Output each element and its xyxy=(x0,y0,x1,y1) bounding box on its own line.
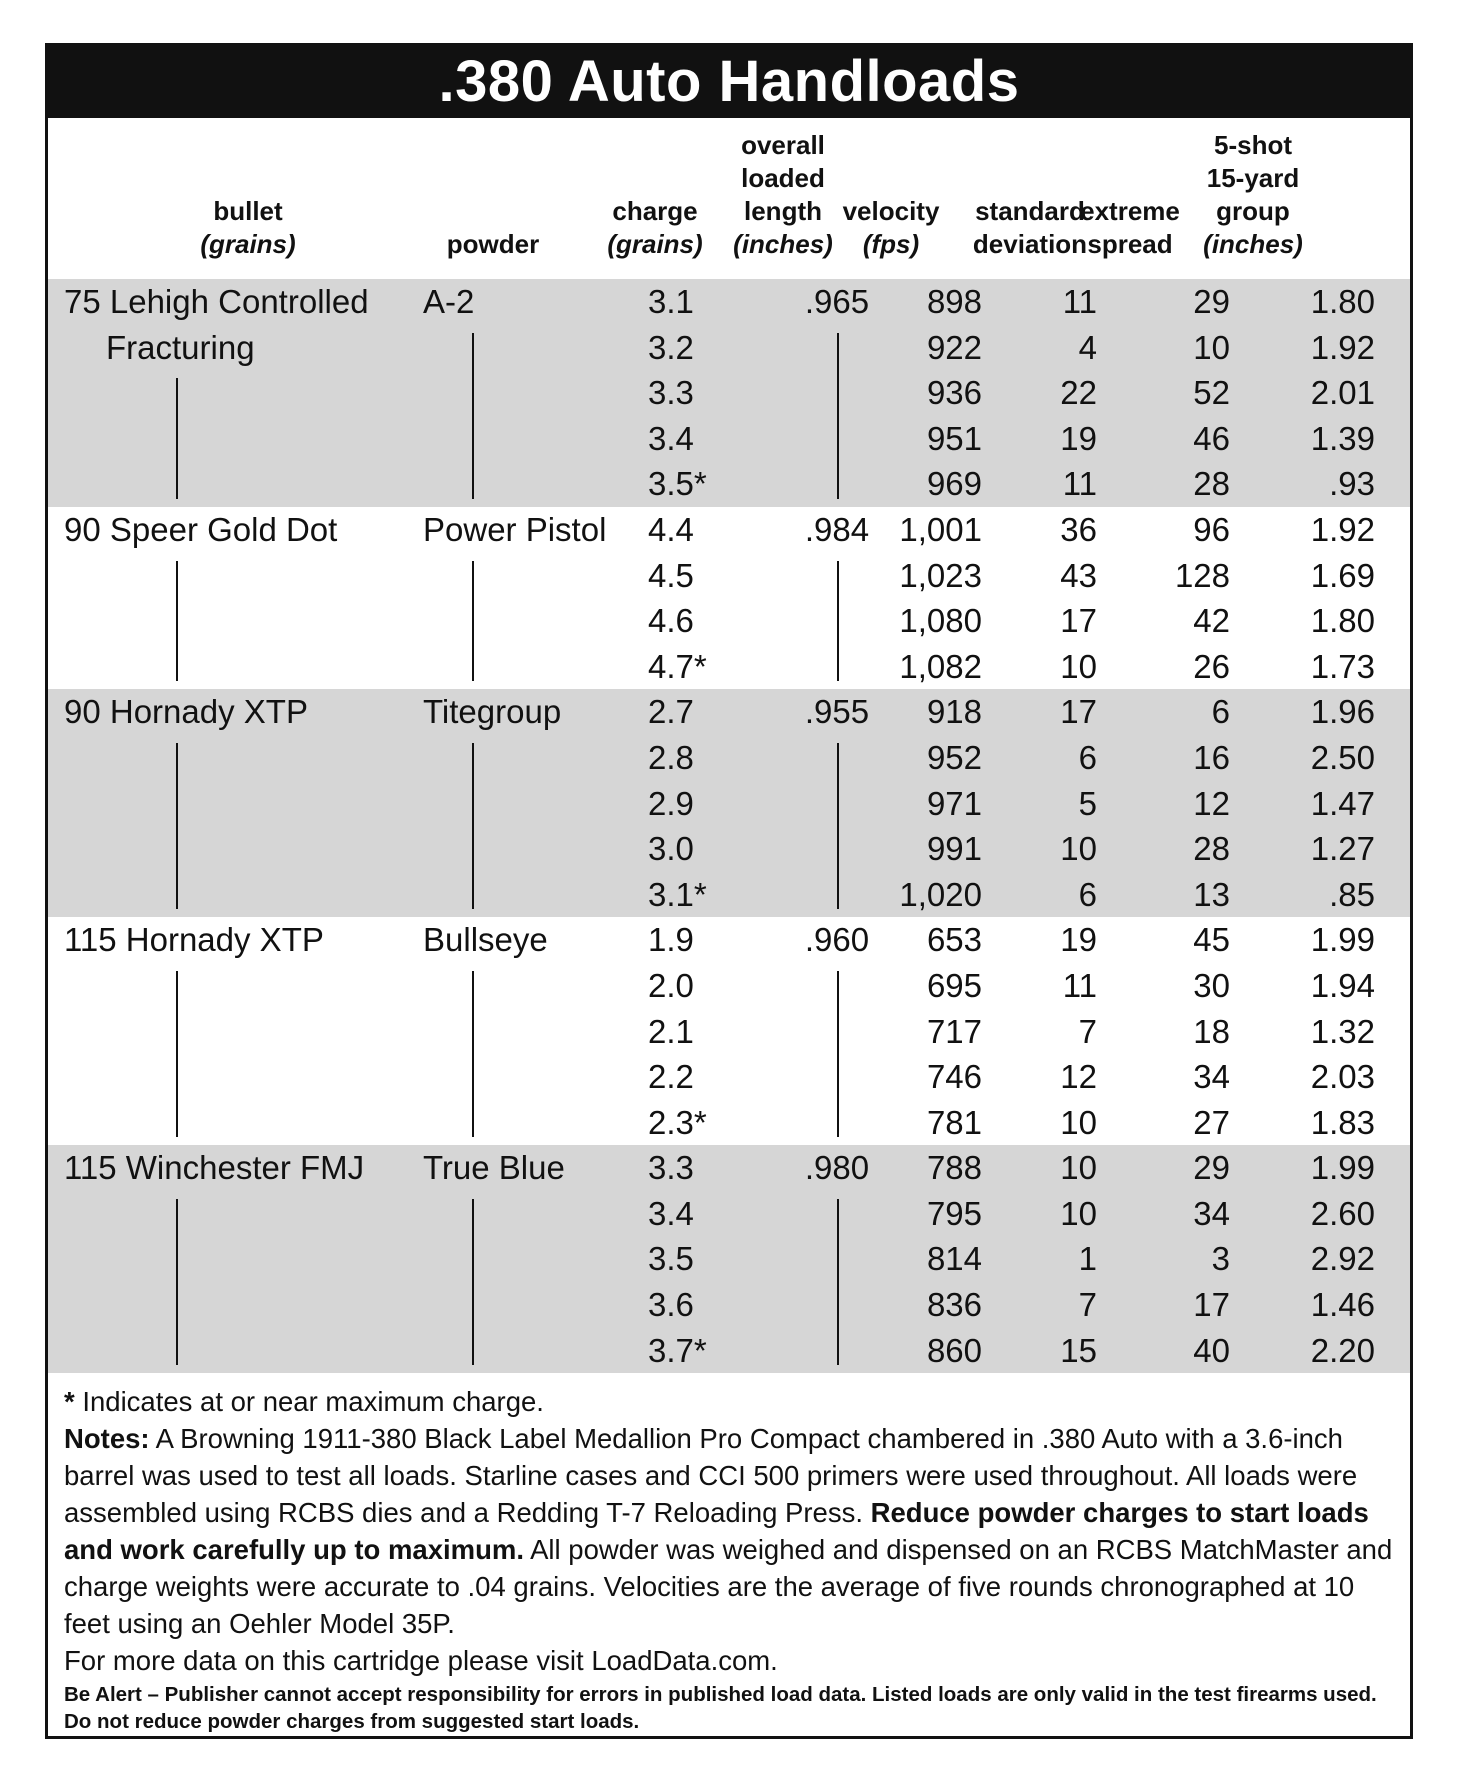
sd-cell: 11 xyxy=(1062,465,1097,503)
bullet-same-line xyxy=(176,971,178,1137)
column-header-line: bullet xyxy=(213,196,283,226)
es-cell: 3 xyxy=(1211,1240,1230,1278)
charge-cell: 4.6 xyxy=(648,602,694,640)
velocity-cell: 746 xyxy=(926,1058,982,1096)
es-cell: 28 xyxy=(1193,465,1230,503)
asterisk-mark: * xyxy=(64,1386,75,1418)
table-row xyxy=(48,1100,1410,1146)
velocity-cell: 781 xyxy=(926,1103,982,1141)
velocity-cell: 788 xyxy=(926,1149,982,1187)
group-cell: 2.20 xyxy=(1310,1331,1375,1369)
load-group xyxy=(48,917,1410,1145)
group-cell: 2.03 xyxy=(1310,1058,1375,1096)
table-row xyxy=(48,689,1410,735)
oal-same-line xyxy=(837,971,839,1137)
group-cell: 1.92 xyxy=(1310,510,1375,548)
asterisk-note-text: Indicates at or near maximum charge. xyxy=(74,1386,544,1418)
sd-cell: 6 xyxy=(1078,738,1097,776)
sd-cell: 1 xyxy=(1078,1240,1097,1278)
sd-cell: 10 xyxy=(1060,1149,1097,1187)
charge-cell: 3.2 xyxy=(648,328,694,366)
table-row xyxy=(48,416,1410,462)
sd-cell: 12 xyxy=(1060,1058,1097,1096)
velocity-cell: 971 xyxy=(926,784,982,822)
velocity-cell: 795 xyxy=(926,1194,982,1232)
oal-cell: .984 xyxy=(804,510,870,548)
group-cell: 1.99 xyxy=(1310,1149,1375,1187)
table-row xyxy=(48,781,1410,827)
group-cell: 1.96 xyxy=(1310,693,1375,731)
velocity-cell: 922 xyxy=(926,328,982,366)
column-header-unit: (inches) xyxy=(733,229,833,259)
bullet-cell: 90 Hornady XTP xyxy=(64,693,308,731)
velocity-cell: 814 xyxy=(926,1240,982,1278)
es-cell: 29 xyxy=(1193,1149,1230,1187)
velocity-cell: 991 xyxy=(926,830,982,868)
sd-cell: 10 xyxy=(1060,1103,1097,1141)
bullet-same-line xyxy=(176,1199,178,1365)
sd-cell: 6 xyxy=(1078,875,1097,913)
oal-same-line xyxy=(837,561,839,682)
sd-cell: 11 xyxy=(1062,966,1097,1004)
es-cell: 52 xyxy=(1193,374,1230,412)
powder-same-line xyxy=(472,971,474,1137)
velocity-cell: 898 xyxy=(926,283,982,320)
table-row xyxy=(48,1145,1410,1191)
velocity-cell: 969 xyxy=(926,465,982,503)
column-header-powder xyxy=(433,228,553,261)
es-cell: 13 xyxy=(1193,875,1230,913)
sd-cell: 10 xyxy=(1060,830,1097,868)
oal-cell: .980 xyxy=(804,1149,870,1187)
oal-cell: .960 xyxy=(804,921,870,959)
column-header-line: group xyxy=(1216,196,1290,226)
group-cell: 1.46 xyxy=(1310,1286,1375,1324)
notes-bold-warning: Reduce powder charges to start loads and work carefully up to maximum. xyxy=(64,1497,1369,1566)
group-cell: 1.80 xyxy=(1310,602,1375,640)
charge-cell: 3.4 xyxy=(648,1194,694,1232)
table-row xyxy=(48,461,1410,507)
velocity-cell: 1,023 xyxy=(899,556,982,594)
column-header-bullet xyxy=(178,195,318,261)
asterisk-note xyxy=(64,1383,1396,1420)
group-cell: 1.32 xyxy=(1310,1012,1375,1050)
charge-cell: 3.5 xyxy=(648,1240,694,1278)
column-header-row xyxy=(48,118,1410,279)
bullet-same-line xyxy=(176,743,178,909)
table-row xyxy=(48,1236,1410,1282)
column-header-line: extreme xyxy=(1080,196,1180,226)
bullet-cell: 90 Speer Gold Dot xyxy=(64,510,338,548)
sd-cell: 19 xyxy=(1060,419,1097,457)
charge-cell: 1.9 xyxy=(648,921,694,959)
charge-cell: 4.5 xyxy=(648,556,694,594)
sd-cell: 17 xyxy=(1060,693,1097,731)
charge-cell: 3.3 xyxy=(648,1149,694,1187)
sd-cell: 10 xyxy=(1060,647,1097,685)
sd-cell: 43 xyxy=(1060,556,1097,594)
charge-cell: 3.7* xyxy=(648,1331,707,1369)
velocity-cell: 951 xyxy=(926,419,982,457)
table-row xyxy=(48,735,1410,781)
column-header-velocity xyxy=(836,195,946,261)
group-cell: .93 xyxy=(1329,465,1375,503)
velocity-cell: 836 xyxy=(926,1286,982,1324)
table-row xyxy=(48,598,1410,644)
charge-cell: 2.1 xyxy=(648,1012,694,1050)
group-cell: .85 xyxy=(1329,875,1375,913)
column-header-unit: (grains) xyxy=(607,229,703,259)
group-cell: 1.39 xyxy=(1310,419,1375,457)
notes-text-1: A Browning 1911-380 Black Label Medallion Pro Compact chambered in .380 Auto with a 3.6-inch barrel was used to test all loads. Starline cases and CCI 500 primers were used throughout. All loads were assembled using RCBS dies and a Redding T-7 Reloading Press. xyxy=(64,1423,1358,1529)
charge-cell: 2.2 xyxy=(648,1058,694,1096)
sd-cell: 11 xyxy=(1062,283,1097,320)
charge-cell: 3.0 xyxy=(648,830,694,868)
group-cell: 1.83 xyxy=(1310,1103,1375,1141)
sd-cell: 7 xyxy=(1078,1012,1097,1050)
group-cell: 2.50 xyxy=(1310,738,1375,776)
charge-cell: 2.8 xyxy=(648,738,694,776)
notes-paragraph xyxy=(64,1420,1396,1642)
velocity-cell: 1,020 xyxy=(899,875,982,913)
es-cell: 30 xyxy=(1193,966,1230,1004)
column-header-line: charge xyxy=(612,196,698,226)
table-row xyxy=(48,325,1410,371)
es-cell: 46 xyxy=(1193,419,1230,457)
group-cell: 2.92 xyxy=(1310,1240,1375,1278)
es-cell: 40 xyxy=(1193,1331,1230,1369)
column-header-line: overall xyxy=(741,130,825,160)
sd-cell: 4 xyxy=(1078,328,1097,366)
es-cell: 29 xyxy=(1193,283,1230,320)
velocity-cell: 1,080 xyxy=(899,602,982,640)
table-row xyxy=(48,1282,1410,1328)
oal-same-line xyxy=(837,743,839,909)
notes-text-2: All powder was weighed and dispensed on an RCBS MatchMaster and charge weights were accurate to .04 grains. Velocities are the average of five rounds chronographed at 10 feet using an Oehler Model 35P. xyxy=(64,1534,1393,1640)
table-row xyxy=(48,872,1410,918)
charge-cell: 2.3* xyxy=(648,1103,707,1141)
es-cell: 16 xyxy=(1193,738,1230,776)
notes-label: Notes: xyxy=(64,1423,150,1455)
es-cell: 42 xyxy=(1193,602,1230,640)
es-cell: 34 xyxy=(1193,1058,1230,1096)
velocity-cell: 952 xyxy=(926,738,982,776)
load-data-table-frame xyxy=(45,43,1413,1739)
es-cell: 27 xyxy=(1193,1103,1230,1141)
notes-section xyxy=(48,1373,1410,1735)
velocity-cell: 695 xyxy=(926,966,982,1004)
oal-cell: .955 xyxy=(804,693,870,731)
charge-cell: 4.4 xyxy=(648,510,694,548)
group-cell: 1.99 xyxy=(1310,921,1375,959)
table-row xyxy=(48,279,1410,325)
charge-cell: 3.1 xyxy=(648,283,694,320)
column-header-line: powder xyxy=(446,229,540,259)
bullet-same-line xyxy=(176,561,178,682)
table-row xyxy=(48,370,1410,416)
load-group xyxy=(48,1145,1410,1373)
es-cell: 18 xyxy=(1193,1012,1230,1050)
es-cell: 6 xyxy=(1211,693,1230,731)
powder-same-line xyxy=(472,561,474,682)
velocity-cell: 1,082 xyxy=(899,647,982,685)
column-header-oal xyxy=(728,129,838,261)
group-cell: 1.69 xyxy=(1310,556,1375,594)
velocity-cell: 860 xyxy=(926,1331,982,1369)
group-cell: 1.94 xyxy=(1310,966,1375,1004)
sd-cell: 36 xyxy=(1060,510,1097,548)
oal-cell: .965 xyxy=(804,283,870,320)
table-row xyxy=(48,963,1410,1009)
velocity-cell: 717 xyxy=(926,1012,982,1050)
load-group xyxy=(48,689,1410,917)
table-row xyxy=(48,1054,1410,1100)
es-cell: 28 xyxy=(1193,830,1230,868)
table-row xyxy=(48,1009,1410,1055)
powder-same-line xyxy=(472,1199,474,1365)
column-header-line: velocity xyxy=(842,196,940,226)
es-cell: 128 xyxy=(1174,556,1230,594)
column-header-line: spread xyxy=(1087,229,1173,259)
bullet-same-line xyxy=(176,378,178,499)
column-header-charge xyxy=(600,195,710,261)
charge-cell: 2.0 xyxy=(648,966,694,1004)
velocity-cell: 918 xyxy=(926,693,982,731)
powder-cell: True Blue xyxy=(423,1149,565,1187)
column-header-es xyxy=(1075,195,1185,261)
disclaimer: Be Alert – Publisher cannot accept responsibility for errors in published load data. Listed loads are only valid in the test firearms used. Do not reduce powder charges from suggested start loads. xyxy=(64,1683,1377,1734)
sd-cell: 22 xyxy=(1060,374,1097,412)
charge-cell: 3.3 xyxy=(648,374,694,412)
column-header-group xyxy=(1193,129,1313,261)
sd-cell: 15 xyxy=(1060,1331,1097,1369)
table-row xyxy=(48,826,1410,872)
powder-cell: Titegroup xyxy=(423,693,562,731)
es-cell: 96 xyxy=(1193,510,1230,548)
velocity-cell: 653 xyxy=(926,921,982,959)
charge-cell: 3.5* xyxy=(648,465,707,503)
oal-same-line xyxy=(837,333,839,499)
sd-cell: 7 xyxy=(1078,1286,1097,1324)
load-group xyxy=(48,279,1410,507)
es-cell: 26 xyxy=(1193,647,1230,685)
group-cell: 1.92 xyxy=(1310,328,1375,366)
bullet-cell-continued: Fracturing xyxy=(106,328,255,366)
column-header-line: 15-yard xyxy=(1206,163,1300,193)
column-header-unit: (inches) xyxy=(1203,229,1303,259)
more-data-line: For more data on this cartridge please visit LoadData.com. xyxy=(64,1645,778,1677)
group-cell: 1.27 xyxy=(1310,830,1375,868)
powder-cell: A-2 xyxy=(423,283,475,320)
table-row xyxy=(48,1328,1410,1374)
column-header-unit: (fps) xyxy=(862,229,920,259)
column-header-line: standard xyxy=(975,196,1085,226)
column-header-line: length xyxy=(744,196,822,226)
oal-same-line xyxy=(837,1199,839,1365)
table-row xyxy=(48,1191,1410,1237)
table-row xyxy=(48,553,1410,599)
sd-cell: 10 xyxy=(1060,1194,1097,1232)
group-cell: 2.01 xyxy=(1310,374,1375,412)
column-header-line: 5-shot xyxy=(1214,130,1292,160)
sd-cell: 17 xyxy=(1060,602,1097,640)
bullet-cell: 115 Winchester FMJ xyxy=(64,1149,365,1187)
powder-cell: Bullseye xyxy=(423,921,548,959)
column-header-line: deviation xyxy=(972,229,1088,259)
table-title: .380 Auto Handloads xyxy=(48,46,1410,118)
load-group xyxy=(48,507,1410,689)
group-cell: 1.73 xyxy=(1310,647,1375,685)
column-header-unit: (grains) xyxy=(200,229,296,259)
powder-same-line xyxy=(472,743,474,909)
group-cell: 1.47 xyxy=(1310,784,1375,822)
sd-cell: 5 xyxy=(1078,784,1097,822)
bullet-cell: 115 Hornady XTP xyxy=(64,921,324,959)
charge-cell: 3.4 xyxy=(648,419,694,457)
es-cell: 12 xyxy=(1193,784,1230,822)
velocity-cell: 1,001 xyxy=(899,510,982,548)
bullet-cell: 75 Lehigh Controlled xyxy=(64,283,369,320)
powder-same-line xyxy=(472,333,474,499)
sd-cell: 19 xyxy=(1060,921,1097,959)
charge-cell: 2.9 xyxy=(648,784,694,822)
es-cell: 17 xyxy=(1193,1286,1230,1324)
charge-cell: 3.6 xyxy=(648,1286,694,1324)
table-row xyxy=(48,917,1410,963)
es-cell: 45 xyxy=(1193,921,1230,959)
table-row xyxy=(48,507,1410,553)
table-body xyxy=(48,279,1410,1373)
charge-cell: 3.1* xyxy=(648,875,707,913)
es-cell: 34 xyxy=(1193,1194,1230,1232)
table-row xyxy=(48,644,1410,690)
group-cell: 2.60 xyxy=(1310,1194,1375,1232)
column-header-line: loaded xyxy=(741,163,825,193)
es-cell: 10 xyxy=(1193,328,1230,366)
charge-cell: 2.7 xyxy=(648,693,694,731)
powder-cell: Power Pistol xyxy=(423,510,607,548)
velocity-cell: 936 xyxy=(926,374,982,412)
charge-cell: 4.7* xyxy=(648,647,707,685)
group-cell: 1.80 xyxy=(1310,283,1375,320)
